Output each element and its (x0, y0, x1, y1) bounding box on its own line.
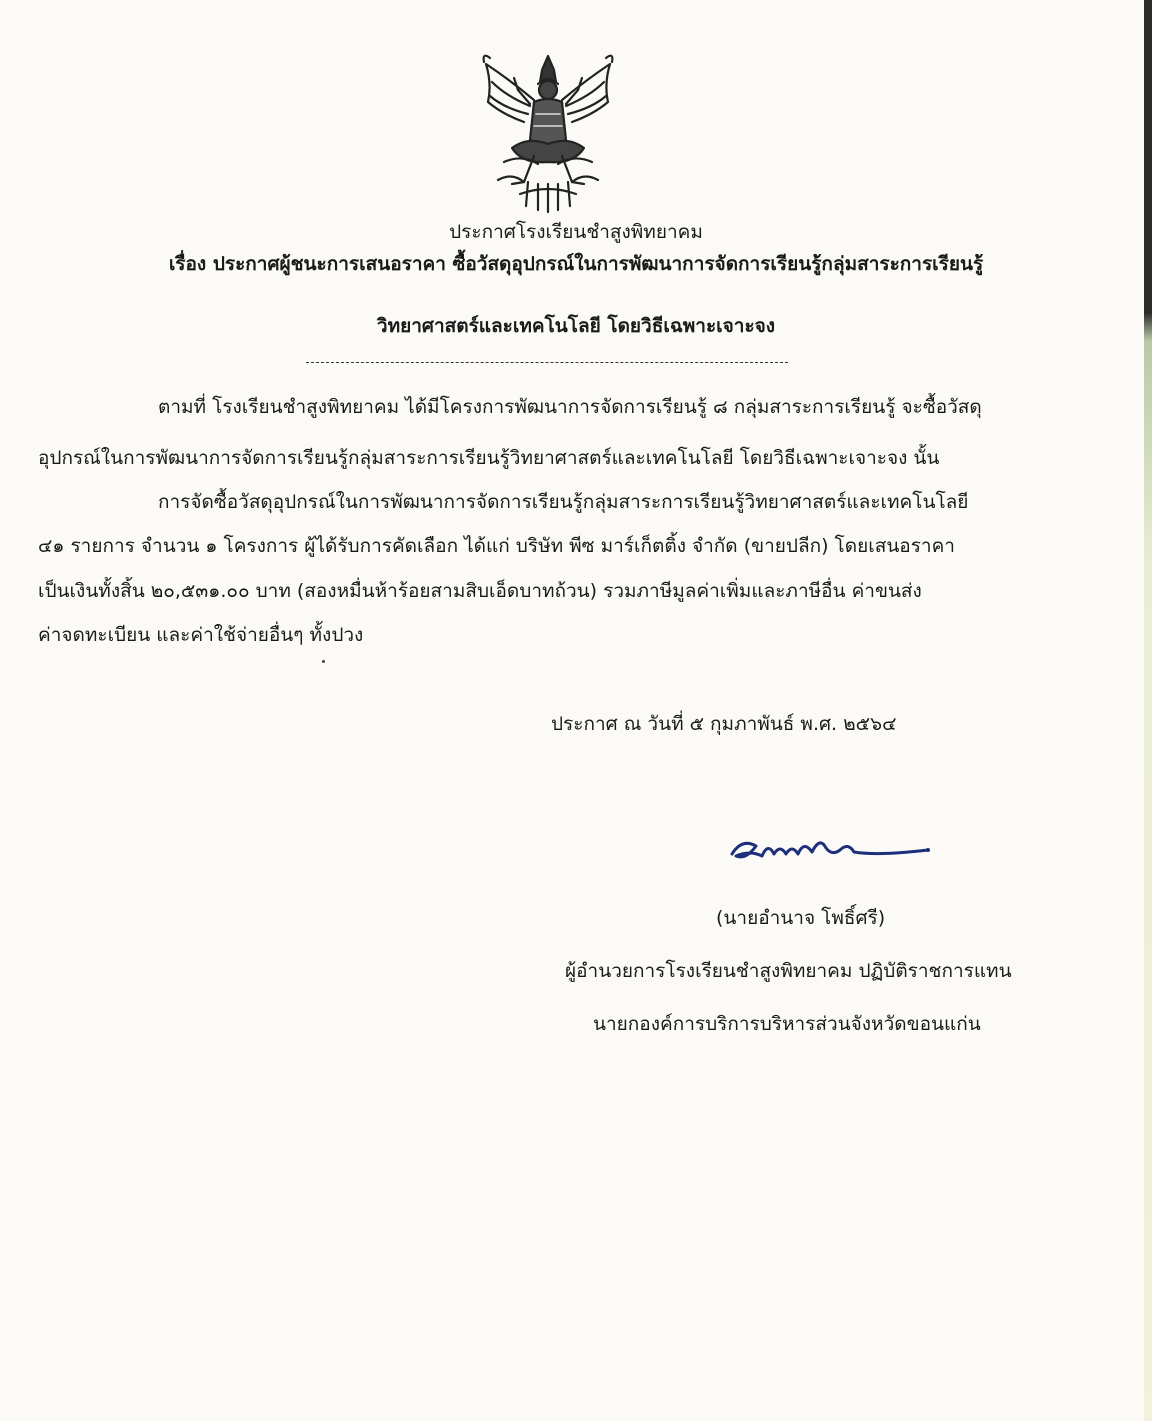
paragraph-2-line-2: ๔๑ รายการ จำนวน ๑ โครงการ ผู้ได้รับการคัดเลือก ได้แก่ บริษัท พีซ มาร์เก็ตติ้ง จำกัด (ขายปลีก) โดยเสนอราคา (38, 535, 955, 557)
header-separator (306, 362, 788, 363)
document-issuer: ประกาศโรงเรียนชำสูงพิทยาคม (449, 221, 703, 243)
subject-line-2: วิทยาศาสตร์และเทคโนโลยี โดยวิธีเฉพาะเจาะจง (376, 315, 776, 337)
paragraph-2-line-4: ค่าจดทะเบียน และค่าใช้จ่ายอื่นๆ ทั้งปวง (38, 624, 364, 646)
signatory-position-2: นายกองค์การบริการบริหารส่วนจังหวัดขอนแก่น (593, 1013, 981, 1035)
signatory-position-1: ผู้อำนวยการโรงเรียนชำสูงพิทยาคม ปฏิบัติราชการแทน (565, 960, 1012, 982)
paragraph-2-line-1: การจัดซื้อวัสดุอุปกรณ์ในการพัฒนาการจัดการเรียนรู้กลุ่มสาระการเรียนรู้วิทยาศาสตร์และเทคโนโลยี (158, 491, 969, 513)
paragraph-2-line-3: เป็นเงินทั้งสิ้น ๒๐,๕๓๑.๐๐ บาท (สองหมื่นห้าร้อยสามสิบเอ็ดบาทถ้วน) รวมภาษีมูลค่าเพิ่มและภาษีอื่น ค่าขนส่ง (38, 580, 922, 602)
paragraph-1-line-1: ตามที่ โรงเรียนชำสูงพิทยาคม ได้มีโครงการพัฒนาการจัดการเรียนรู้ ๘ กลุ่มสาระการเรียนรู้ จะซื้อวัสดุ (158, 396, 982, 418)
signatory-name: (นายอำนาจ โพธิ์ศรี) (716, 907, 886, 929)
handwritten-signature (728, 826, 936, 870)
paragraph-1-line-2: อุปกรณ์ในการพัฒนาการจัดการเรียนรู้กลุ่มสาระการเรียนรู้วิทยาศาสตร์และเทคโนโลยี โดยวิธีเฉพาะเจาะจง นั้น (38, 447, 940, 469)
scan-edge-strip (1144, 0, 1152, 1421)
stray-mark (322, 660, 325, 663)
announcement-date: ประกาศ ณ วันที่ ๕ กุมภาพันธ์ พ.ศ. ๒๕๖๔ (551, 713, 897, 735)
garuda-emblem-icon (468, 44, 628, 216)
subject-line-1: เรื่อง ประกาศผู้ชนะการเสนอราคา ซื้อวัสดุอุปกรณ์ในการพัฒนาการจัดการเรียนรู้กลุ่มสาระการเรียนรู้ (168, 253, 984, 275)
